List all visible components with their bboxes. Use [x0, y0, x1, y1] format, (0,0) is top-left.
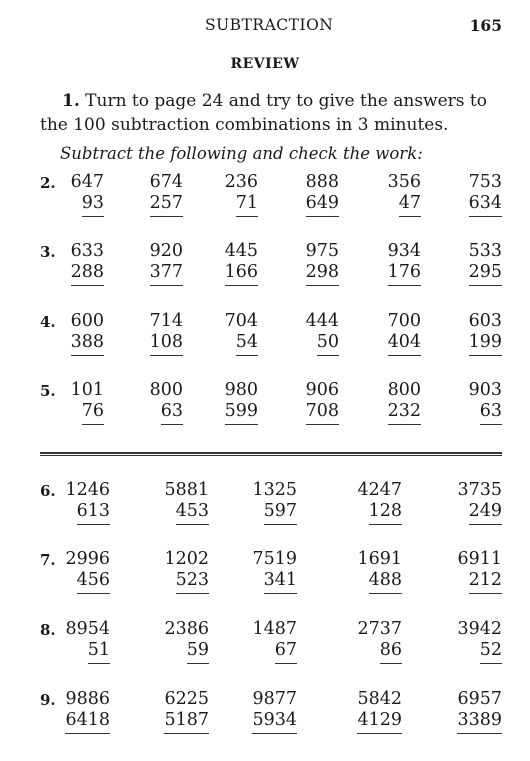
subtraction-problem — [457, 689, 502, 734]
minuend: 700 — [387, 311, 421, 331]
subtrahend: 453 — [176, 501, 209, 525]
subtraction-problem — [252, 549, 297, 594]
subtraction-problem — [150, 380, 183, 425]
minuend: 6957 — [457, 689, 502, 709]
subtrahend: 388 — [71, 332, 104, 356]
subtraction-problem — [164, 480, 209, 525]
section-title: REVIEW — [230, 56, 300, 72]
subtraction-problem — [306, 311, 339, 356]
problem-row — [40, 311, 502, 361]
subtraction-problem — [357, 619, 402, 664]
subtraction-problem — [71, 380, 104, 425]
subtraction-problem — [306, 172, 339, 217]
subtrahend: 176 — [388, 262, 421, 286]
subtraction-problem — [252, 689, 297, 734]
page-header — [0, 16, 530, 40]
row-number: 8. — [40, 621, 56, 639]
subtrahend: 54 — [236, 332, 258, 356]
subtrahend: 6418 — [65, 710, 110, 734]
minuend: 920 — [149, 241, 183, 261]
minuend: 800 — [387, 380, 421, 400]
subtrahend: 249 — [469, 501, 502, 525]
subtraction-problem — [65, 689, 110, 734]
subtrahend: 257 — [150, 193, 183, 217]
subtrahend: 295 — [469, 262, 502, 286]
row-number: 4. — [40, 313, 56, 331]
subtrahend: 52 — [480, 640, 502, 664]
subtrahend: 212 — [469, 570, 502, 594]
subtraction-problem — [388, 380, 421, 425]
subtraction-problem — [469, 311, 502, 356]
exercise-text: Turn to page 24 and try to give the answers to the 100 subtraction combinations in 3 minutes. — [40, 91, 487, 135]
minuend: 7519 — [252, 549, 297, 569]
minuend: 980 — [224, 380, 258, 400]
minuend: 101 — [70, 380, 104, 400]
section-divider — [40, 452, 502, 456]
minuend: 975 — [305, 241, 339, 261]
subtraction-problem — [164, 619, 209, 664]
exercise-number: 1. — [62, 91, 80, 111]
row-number: 9. — [40, 691, 56, 709]
subtraction-problem — [164, 549, 209, 594]
subtraction-problem — [469, 172, 502, 217]
minuend: 704 — [224, 311, 258, 331]
minuend: 236 — [224, 172, 258, 192]
minuend: 3942 — [457, 619, 502, 639]
problem-row — [40, 689, 502, 739]
minuend: 1691 — [357, 549, 402, 569]
minuend: 2737 — [357, 619, 402, 639]
subtrahend: 76 — [82, 401, 104, 425]
subtraction-problem — [150, 311, 183, 356]
minuend: 533 — [468, 241, 502, 261]
subtrahend: 199 — [469, 332, 502, 356]
subtrahend: 47 — [399, 193, 421, 217]
subtraction-problem — [225, 241, 258, 286]
row-number: 3. — [40, 243, 56, 261]
subtraction-problem — [150, 241, 183, 286]
subtrahend: 3389 — [457, 710, 502, 734]
exercise-paragraph — [40, 89, 505, 137]
subtraction-problem — [225, 172, 258, 217]
minuend: 2996 — [65, 549, 110, 569]
subtrahend: 456 — [77, 570, 110, 594]
subtraction-problem — [388, 241, 421, 286]
subtrahend: 523 — [176, 570, 209, 594]
minuend: 445 — [224, 241, 258, 261]
minuend: 603 — [468, 311, 502, 331]
subtraction-problem — [357, 689, 402, 734]
subtrahend: 67 — [275, 640, 297, 664]
subtraction-problem — [357, 480, 402, 525]
subtrahend: 708 — [306, 401, 339, 425]
subtraction-problem — [71, 241, 104, 286]
minuend: 5881 — [164, 480, 209, 500]
problem-row — [40, 380, 502, 430]
minuend: 8954 — [65, 619, 110, 639]
subtrahend: 634 — [469, 193, 502, 217]
subtrahend: 599 — [225, 401, 258, 425]
subtraction-problem — [71, 172, 104, 217]
problem-row — [40, 549, 502, 599]
minuend: 903 — [468, 380, 502, 400]
subtrahend: 71 — [236, 193, 258, 217]
subtraction-problem — [252, 619, 297, 664]
minuend: 633 — [70, 241, 104, 261]
minuend: 444 — [305, 311, 339, 331]
minuend: 1246 — [65, 480, 110, 500]
minuend: 9877 — [252, 689, 297, 709]
minuend: 906 — [305, 380, 339, 400]
subtrahend: 597 — [264, 501, 297, 525]
subtraction-problem — [65, 549, 110, 594]
subtrahend: 63 — [161, 401, 183, 425]
minuend: 888 — [305, 172, 339, 192]
subtrahend: 377 — [150, 262, 183, 286]
problem-row — [40, 241, 502, 291]
subtrahend: 341 — [264, 570, 297, 594]
minuend: 6911 — [457, 549, 502, 569]
subtraction-problem — [457, 549, 502, 594]
subtraction-problem — [306, 380, 339, 425]
subtrahend: 5187 — [164, 710, 209, 734]
subtraction-problem — [469, 380, 502, 425]
subtraction-problem — [388, 172, 421, 217]
minuend: 753 — [468, 172, 502, 192]
subtraction-problem — [457, 480, 502, 525]
row-number: 6. — [40, 482, 56, 500]
subtraction-problem — [164, 689, 209, 734]
subtrahend: 128 — [369, 501, 402, 525]
subtraction-problem — [65, 480, 110, 525]
subtraction-problem — [71, 311, 104, 356]
subtraction-problem — [65, 619, 110, 664]
subtrahend: 298 — [306, 262, 339, 286]
subtrahend: 288 — [71, 262, 104, 286]
subtrahend: 488 — [369, 570, 402, 594]
minuend: 1325 — [252, 480, 297, 500]
subtrahend: 108 — [150, 332, 183, 356]
minuend: 934 — [387, 241, 421, 261]
subtraction-problem — [252, 480, 297, 525]
subtrahend: 5934 — [252, 710, 297, 734]
chapter-title: SUBTRACTION — [205, 16, 334, 34]
subtraction-problem — [357, 549, 402, 594]
subtrahend: 86 — [380, 640, 402, 664]
minuend: 674 — [149, 172, 183, 192]
subtrahend: 404 — [388, 332, 421, 356]
minuend: 6225 — [164, 689, 209, 709]
row-number: 5. — [40, 382, 56, 400]
problem-row — [40, 480, 502, 530]
subtrahend: 649 — [306, 193, 339, 217]
subtrahend: 613 — [77, 501, 110, 525]
subtrahend: 59 — [187, 640, 209, 664]
row-number: 2. — [40, 174, 56, 192]
problem-row — [40, 172, 502, 222]
subtraction-problem — [306, 241, 339, 286]
minuend: 356 — [387, 172, 421, 192]
subtraction-problem — [469, 241, 502, 286]
problem-row — [40, 619, 502, 669]
subtraction-problem — [457, 619, 502, 664]
minuend: 9886 — [65, 689, 110, 709]
instruction-text: Subtract the following and check the work: — [60, 144, 423, 163]
minuend: 2386 — [164, 619, 209, 639]
page-number: 165 — [469, 16, 502, 35]
row-number: 7. — [40, 551, 56, 569]
subtrahend: 4129 — [357, 710, 402, 734]
subtrahend: 51 — [88, 640, 110, 664]
minuend: 3735 — [457, 480, 502, 500]
subtraction-problem — [225, 311, 258, 356]
subtraction-problem — [388, 311, 421, 356]
minuend: 1487 — [252, 619, 297, 639]
minuend: 4247 — [357, 480, 402, 500]
minuend: 5842 — [357, 689, 402, 709]
subtrahend: 93 — [82, 193, 104, 217]
subtraction-problem — [150, 172, 183, 217]
subtrahend: 232 — [388, 401, 421, 425]
minuend: 600 — [70, 311, 104, 331]
minuend: 1202 — [164, 549, 209, 569]
subtrahend: 166 — [225, 262, 258, 286]
minuend: 800 — [149, 380, 183, 400]
minuend: 647 — [70, 172, 104, 192]
subtrahend: 50 — [317, 332, 339, 356]
subtrahend: 63 — [480, 401, 502, 425]
subtraction-problem — [225, 380, 258, 425]
minuend: 714 — [149, 311, 183, 331]
